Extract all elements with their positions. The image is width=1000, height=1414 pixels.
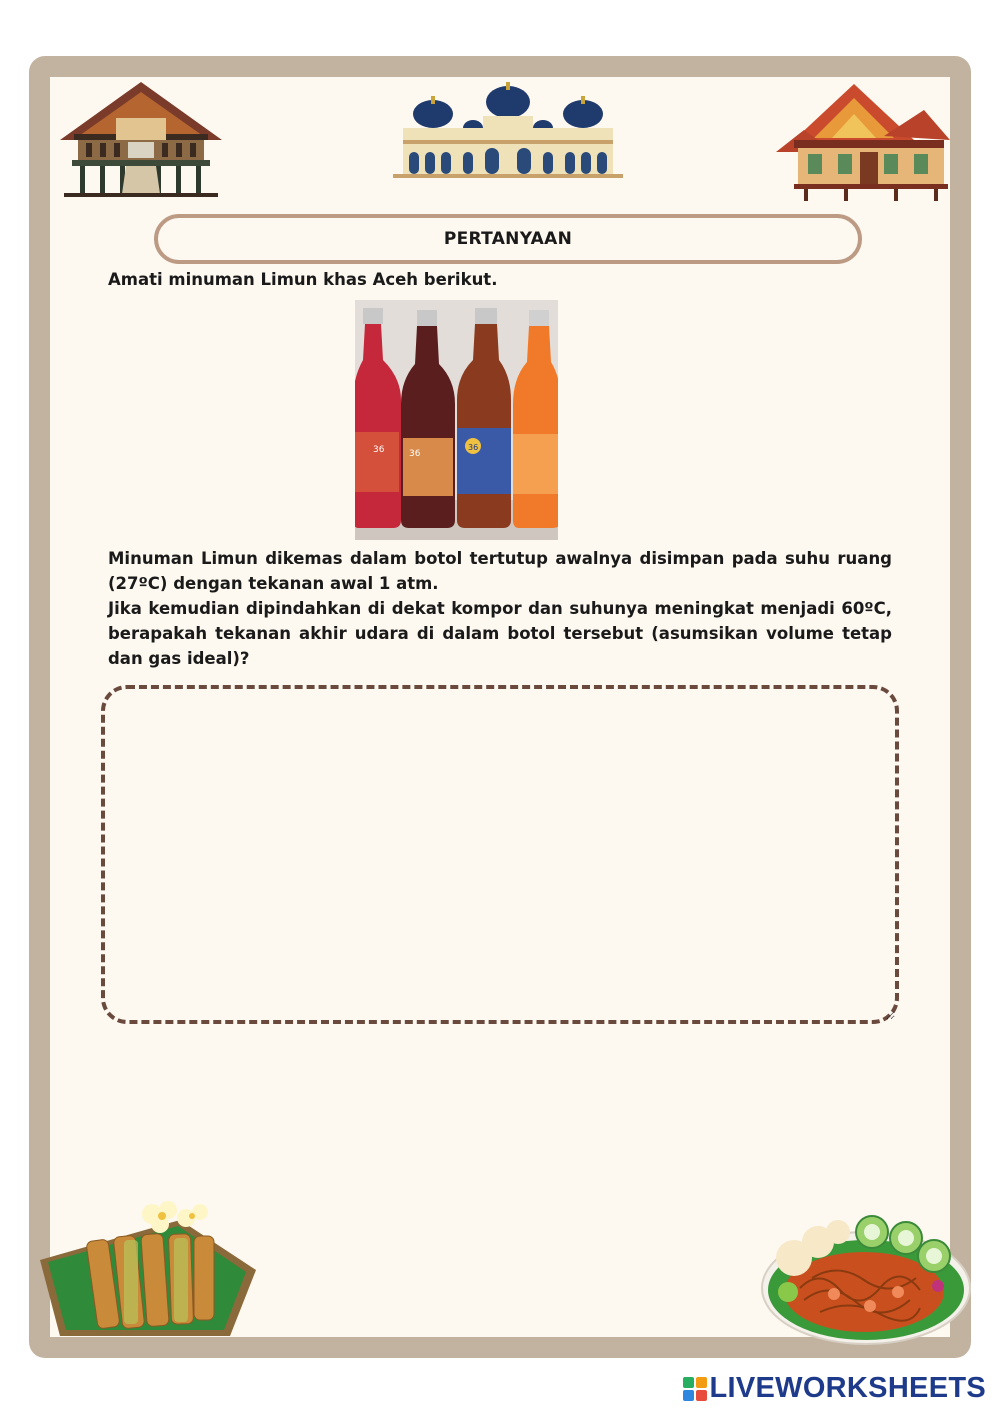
question-text [108,546,892,671]
traditional-house-icon [774,80,952,202]
question-paragraph-1: Minuman Limun dikemas dalam botol tertutup awalnya disimpan pada suhu ruang (27ºC) dengan tekanan awal 1 atm. [108,549,892,593]
liveworksheets-brand[interactable] [683,1372,987,1405]
answer-input[interactable] [101,685,899,1024]
rumoh-aceh-house-icon [56,80,226,198]
svg-text:36: 36 [468,443,479,452]
limun-bottles-photo [355,300,558,540]
intro-text: Amati minuman Limun khas Aceh berikut. [108,270,498,289]
baiturrahman-mosque-icon [393,80,623,180]
mie-aceh-plate-icon [760,1208,972,1346]
svg-text:36: 36 [409,449,421,459]
banana-leaf-snack-icon [40,1200,256,1336]
question-paragraph-2: Jika kemudian dipindahkan di dekat kompor dan suhunya meningkat menjadi 60ºC, berapakah tekanan akhir udara di dalam botol tersebut (asumsikan volume tetap dan gas ideal)? [108,599,892,668]
liveworksheets-logo-icon [683,1377,707,1401]
svg-text:36: 36 [373,445,385,455]
brand-text: LIVEWORKSHEETS [709,1372,986,1404]
section-title: PERTANYAAN [154,214,862,264]
